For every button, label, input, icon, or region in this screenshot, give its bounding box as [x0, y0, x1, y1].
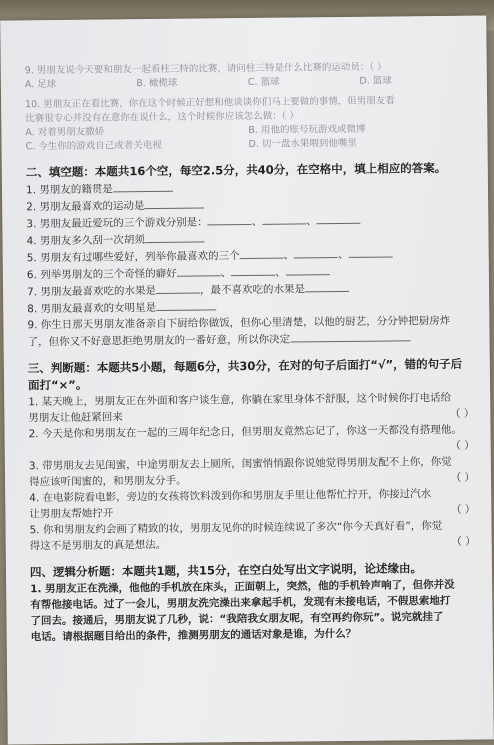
fill-item-5: 5. 男朋友有过哪些爱好，列举你最喜欢的三个 、 、	[27, 245, 473, 267]
judge-item-5: 5. 你和男朋友约会画了精致的妆，男朋友见你的时候连续说了多次“你今天真好看”，你觉 得这不是男朋友的真是想法。 （ ）	[29, 519, 476, 553]
fill-item-8: 8. 男朋友最喜欢的女明星是	[27, 296, 473, 318]
section-3-title-line-2: 面打“×”。	[27, 377, 88, 393]
judge-item-2: 2. 今天是你和男朋友在一起的三周年纪念日，但男朋友竟然忘记了，你这一天都没有搭理他。 （ ）	[28, 423, 475, 452]
judge-item-1: 1. 某天晚上，男朋友正在外面和客户谈生意，你躺在家里身体不舒服，这个时候你打电话给 男朋友让他赶紧回来 （ ）	[28, 391, 475, 425]
section-4-question: 1. 男朋友正在洗澡，他他的手机放在床头，正面朝上，突然，他的手机铃声响了，但你并没 有帮他接电话。过了一会儿，男朋友洗完澡出来拿起手机，发现有未接电话，不假思索地打 了回去。接通后，男朋友说了几秒，说：“我陪我女朋友呢，有空再约你玩”。说完就挂了 电话。请根据题目给出的条件，推测男朋友的通话对象是谁，为什么？	[30, 578, 455, 644]
answer-paren: （ ）	[450, 503, 476, 516]
question-10-option-a: A. 对着男朋友撒娇	[25, 126, 105, 139]
section-2-items	[26, 177, 474, 351]
fill-item-9-line-2: 了，但你又不好意思拒绝男朋友的一番好意，所以你决定	[27, 329, 473, 351]
question-10-option-c: C. 今生你的游戏自己或者关电视	[25, 139, 162, 153]
section-2-title: 二、填空题：本题共16个空，每空2.5分，共40分，在空格中，填上相应的答案。	[25, 160, 447, 180]
question-10-line-2: 比赛很专心并没有在意你在说什么，这个时候你应该怎么做：（ ）	[25, 110, 300, 125]
fill-item-4: 4. 男朋友多久刮一次胡须	[26, 228, 472, 250]
question-9-option-c: C. 篮球	[247, 76, 280, 88]
answer-paren: （ ）	[450, 471, 476, 484]
question-9-text: 9. 男朋友说今天要和朋友一起看柱三特的比赛，请问柱三特是什么比赛的运动员：（ ）	[24, 61, 387, 77]
question-10-option-d: D. 切一盘水果喂到他嘴里	[248, 137, 357, 150]
section-3-items	[28, 390, 476, 555]
fill-item-1: 1. 男朋友的籍贯是	[26, 177, 472, 199]
fill-item-7: 7. 男朋友最喜欢吃的水果是 ，最不喜欢吃的水果是	[27, 279, 473, 301]
section-3-title-line-1: 三、判断题：本题共5小题，每题6分，共30分，在对的句子后面打“√”，错的句子后	[27, 356, 463, 376]
question-9	[25, 60, 471, 93]
answer-paren: （ ）	[451, 535, 476, 548]
exam-paper	[0, 15, 494, 744]
question-10-option-b: B. 用他的账号玩游戏或微博	[248, 123, 366, 136]
fill-item-3: 3. 男朋友最近爱玩的三个游戏分别是： 、 、	[26, 211, 472, 233]
answer-paren: （ ）	[449, 407, 475, 420]
answer-paren: （ ）	[450, 439, 475, 452]
question-9-option-d: D. 篮球	[359, 75, 392, 87]
fill-item-9-line-1: 9. 你生日那天男朋友准备亲自下厨给你做饭，但你心里清楚，以他的厨艺，分分钟把厨房炸	[27, 314, 451, 332]
judge-item-4: 4. 在电影院看电影，旁边的女孩将饮料泼到你和男朋友手里让他帮忙拧开，你接过汽水 让男朋友帮她拧开 （ ）	[29, 488, 476, 521]
question-10-line-1: 10. 男朋友正在看比赛，你在这个时候正好想和他谈谈你们马上要做的事情，但男朋友看	[25, 95, 395, 111]
question-9-option-b: B. 橄榄球	[136, 77, 178, 90]
section-4-title: 四、逻辑分析题：本题共1题，共15分，在空白处写出文字说明，论述缘由。	[29, 561, 423, 580]
question-9-option-a: A. 足球	[24, 78, 57, 91]
exam-content	[25, 60, 477, 646]
fill-item-2: 2. 男朋友最喜欢的运动是	[26, 194, 472, 216]
section-3-title	[28, 356, 474, 395]
judge-item-3: 3. 带男朋友去见闺蜜，中途男朋友去上厕所，闺蜜悄悄跟你说她觉得男朋友配不上你，你觉 得应该听闺蜜的，和男朋友分手。 （ ）	[28, 455, 476, 489]
fill-item-6: 6. 列举男朋友的三个奇怪的癖好 、 、	[27, 262, 473, 284]
question-10	[25, 94, 472, 155]
